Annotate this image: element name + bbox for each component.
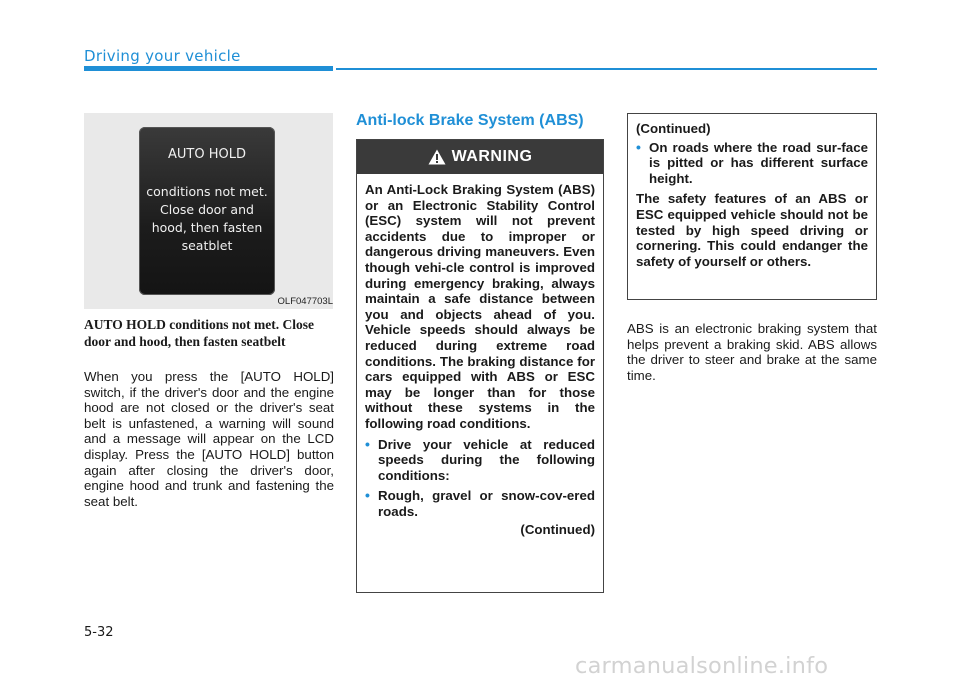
lcd-title: AUTO HOLD — [168, 147, 246, 162]
warning-label: WARNING — [451, 148, 533, 165]
warning-body — [365, 182, 595, 538]
lcd-figure — [84, 113, 333, 309]
continued-label: (Continued) — [636, 121, 711, 136]
warning-bullet: • Rough, gravel or snow-cov-ered roads. — [365, 488, 595, 519]
header-rule-thin — [336, 68, 877, 70]
page-number: 5-32 — [84, 625, 114, 640]
left-body-text: When you press the [AUTO HOLD] switch, if the driver's door and the engine hood are not closed or the driver's seat belt is unfastened, a warning will sound and a message will appear on the LCD display. Press the [AUTO HOLD] button again after closing the driver's door, engine hood and trunk and fastening the seat belt. — [84, 369, 334, 509]
warning-bullet: • Drive your vehicle at reduced speeds during the following conditions: — [365, 437, 595, 484]
continued-text: The safety features of an ABS or ESC equipped vehicle should not be tested by high speed driving or cornering. This could endanger the safety of yourself or others. — [636, 191, 868, 269]
warning-text: An Anti-Lock Braking System (ABS) or an Electronic Stability Control (ESC) system will not prevent accidents due to improper or dangerous driving maneuvers. Even though vehi-cle control is improved during emergency braking, always maintain a safe distance between you and objects ahead of you. Vehicle speeds should always be reduced during extreme road conditions. The braking distance for cars equipped with ABS or ESC may be longer than for those without these systems in the following road conditions. — [365, 182, 595, 431]
warning-box — [356, 139, 604, 593]
watermark: carmanualsonline.info — [575, 653, 829, 679]
continued-warning-box — [627, 113, 877, 300]
warning-continued: (Continued) — [520, 522, 595, 538]
continued-body — [636, 121, 868, 269]
lcd-display — [139, 127, 275, 295]
section-title: Driving your vehicle — [84, 47, 241, 65]
continued-bullet: • On roads where the road sur-face is pitted or has different surface height. — [636, 140, 868, 187]
image-code: OLF047703L — [277, 296, 333, 307]
header-rule-thick — [84, 66, 333, 71]
right-body-text: ABS is an electronic braking system that helps prevent a braking skid. ABS allows the driver to steer and brake at the same time. — [627, 321, 877, 383]
warning-triangle-icon — [428, 149, 446, 165]
lcd-message: conditions not met. Close door and hood, then fasten seatblet — [146, 184, 268, 253]
abs-heading: Anti-lock Brake System (ABS) — [356, 112, 584, 129]
warning-header — [357, 140, 603, 174]
figure-caption: AUTO HOLD conditions not met. Close door and hood, then fasten seatbelt — [84, 317, 315, 349]
